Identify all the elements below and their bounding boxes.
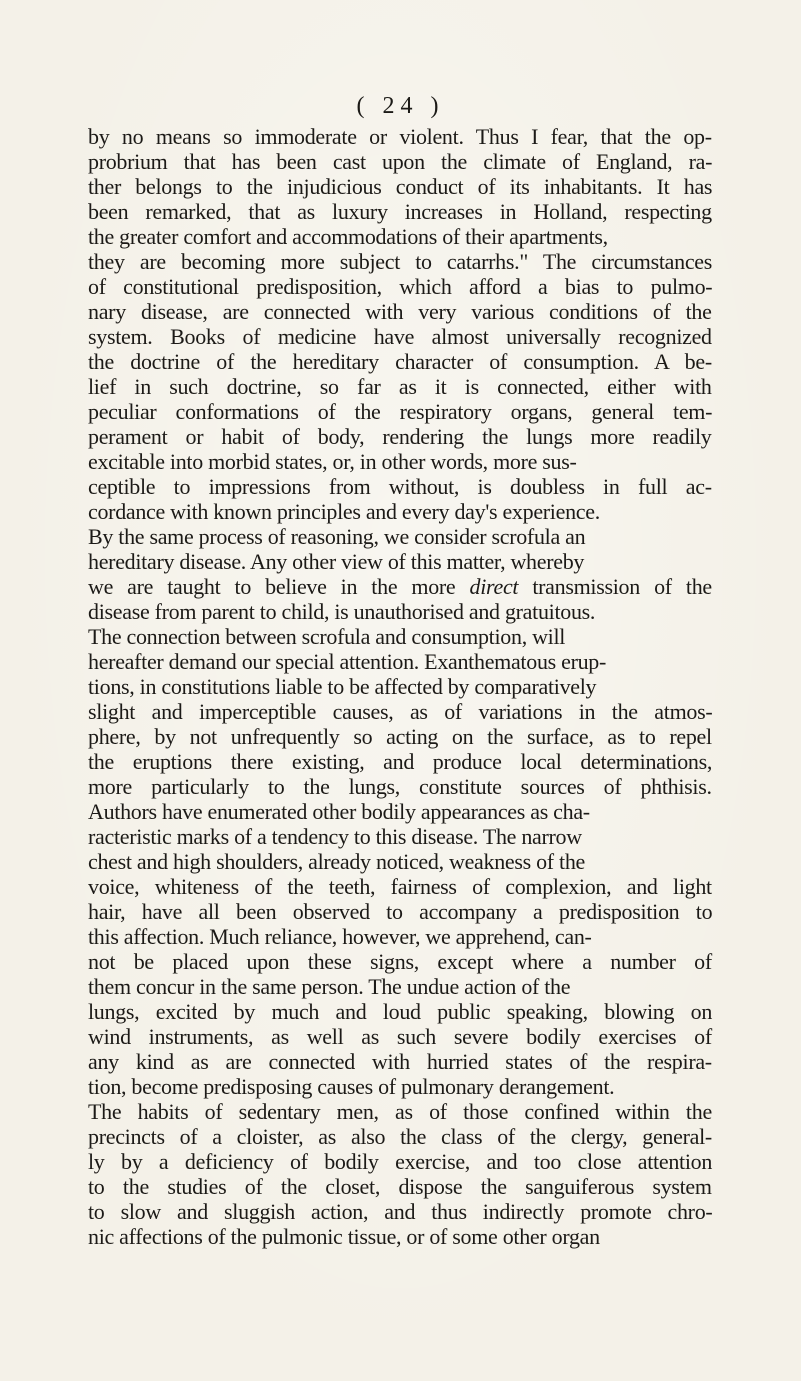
text-line: precincts of a cloister, as also the class of the clergy, general- bbox=[88, 1124, 712, 1149]
text-line: The habits of sedentary men, as of those confined within the bbox=[88, 1099, 712, 1124]
italic-word: direct bbox=[469, 574, 519, 599]
text-line: phere, by not unfrequently so acting on the surface, as to repel bbox=[88, 724, 712, 749]
text-line: they are becoming more subject to catarrhs." The circumstances bbox=[88, 249, 713, 274]
text-line: not be placed upon these signs, except where a number of bbox=[88, 949, 712, 974]
text-line: the greater comfort and accommodations of their apartments, bbox=[88, 224, 608, 249]
text-line: been remarked, that as luxury increases in Holland, respecting bbox=[88, 199, 712, 224]
text-line: them concur in the same person. The undue action of the bbox=[88, 974, 571, 999]
text-line: perament or habit of body, rendering the lungs more readily bbox=[88, 424, 712, 449]
text-line: tions, in constitutions liable to be affected by comparatively bbox=[88, 674, 597, 699]
text-line: racteristic marks of a tendency to this disease. The narrow bbox=[88, 824, 582, 849]
text-line: slight and imperceptible causes, as of variations in the atmos- bbox=[88, 699, 713, 724]
text-line: ly by a deficiency of bodily exercise, and too close attention bbox=[88, 1149, 713, 1174]
text-line: by no means so immoderate or violent. Thus I fear, that the op- bbox=[88, 124, 712, 149]
text-line: the doctrine of the hereditary character of consumption. A be- bbox=[88, 349, 712, 374]
text-line: the eruptions there existing, and produce local determinations, bbox=[88, 749, 713, 774]
text-line: nary disease, are connected with very various conditions of the bbox=[88, 299, 712, 324]
text-line: peculiar conformations of the respiratory organs, general tem- bbox=[88, 399, 713, 424]
text-line: of constitutional predisposition, which afford a bias to pulmo- bbox=[88, 274, 713, 299]
text-line: By the same process of reasoning, we consider scrofula an bbox=[88, 524, 586, 549]
text-line: The connection between scrofula and consumption, will bbox=[88, 624, 566, 649]
page-number: ( 24 ) bbox=[356, 93, 445, 119]
text-line: more particularly to the lungs, constitute sources of phthisis. bbox=[88, 774, 712, 799]
text-line: disease from parent to child, is unauthorised and gratuitous. bbox=[88, 599, 596, 624]
text-line: hereditary disease. Any other view of this matter, whereby bbox=[88, 549, 585, 574]
text-line: probrium that has been cast upon the climate of England, ra- bbox=[88, 149, 713, 174]
text-line: voice, whiteness of the teeth, fairness of complexion, and light bbox=[88, 874, 712, 899]
text-line: lungs, excited by much and loud public speaking, blowing on bbox=[88, 999, 713, 1024]
text-line: any kind as are connected with hurried states of the respira- bbox=[88, 1049, 712, 1074]
text-line: hair, have all been observed to accompany a predisposition to bbox=[88, 899, 713, 924]
text-line: Authors have enumerated other bodily appearances as cha- bbox=[88, 799, 590, 824]
text-line: to slow and sluggish action, and thus indirectly promote chro- bbox=[88, 1199, 713, 1224]
text-line-with-italic bbox=[88, 574, 712, 599]
text-line: to the studies of the closet, dispose the sanguiferous system bbox=[88, 1174, 712, 1199]
text-line: system. Books of medicine have almost universally recognized bbox=[88, 324, 712, 349]
text-line: hereafter demand our special attention. Exanthematous erup- bbox=[88, 649, 607, 674]
text-line: cordance with known principles and every day's experience. bbox=[88, 499, 600, 524]
text-line: nic affections of the pulmonic tissue, or of some other organ bbox=[88, 1224, 600, 1249]
text-line: wind instruments, as well as such severe bodily exercises of bbox=[88, 1024, 712, 1049]
text-line: chest and high shoulders, already noticed, weakness of the bbox=[88, 849, 586, 874]
text-line-end: transmission of the bbox=[518, 574, 712, 599]
body-text bbox=[88, 124, 712, 1249]
text-line: ceptible to impressions from without, is doubless in full ac- bbox=[88, 474, 712, 499]
text-line: excitable into morbid states, or, in other words, more sus- bbox=[88, 449, 577, 474]
text-line: ther belongs to the injudicious conduct of its inhabitants. It has bbox=[88, 174, 713, 199]
text-line: lief in such doctrine, so far as it is connected, either with bbox=[88, 374, 712, 399]
text-line-start: we are taught to believe in the more bbox=[88, 574, 470, 599]
text-line: this affection. Much reliance, however, we apprehend, can- bbox=[88, 924, 592, 949]
text-line: tion, become predisposing causes of pulmonary derangement. bbox=[88, 1074, 615, 1099]
